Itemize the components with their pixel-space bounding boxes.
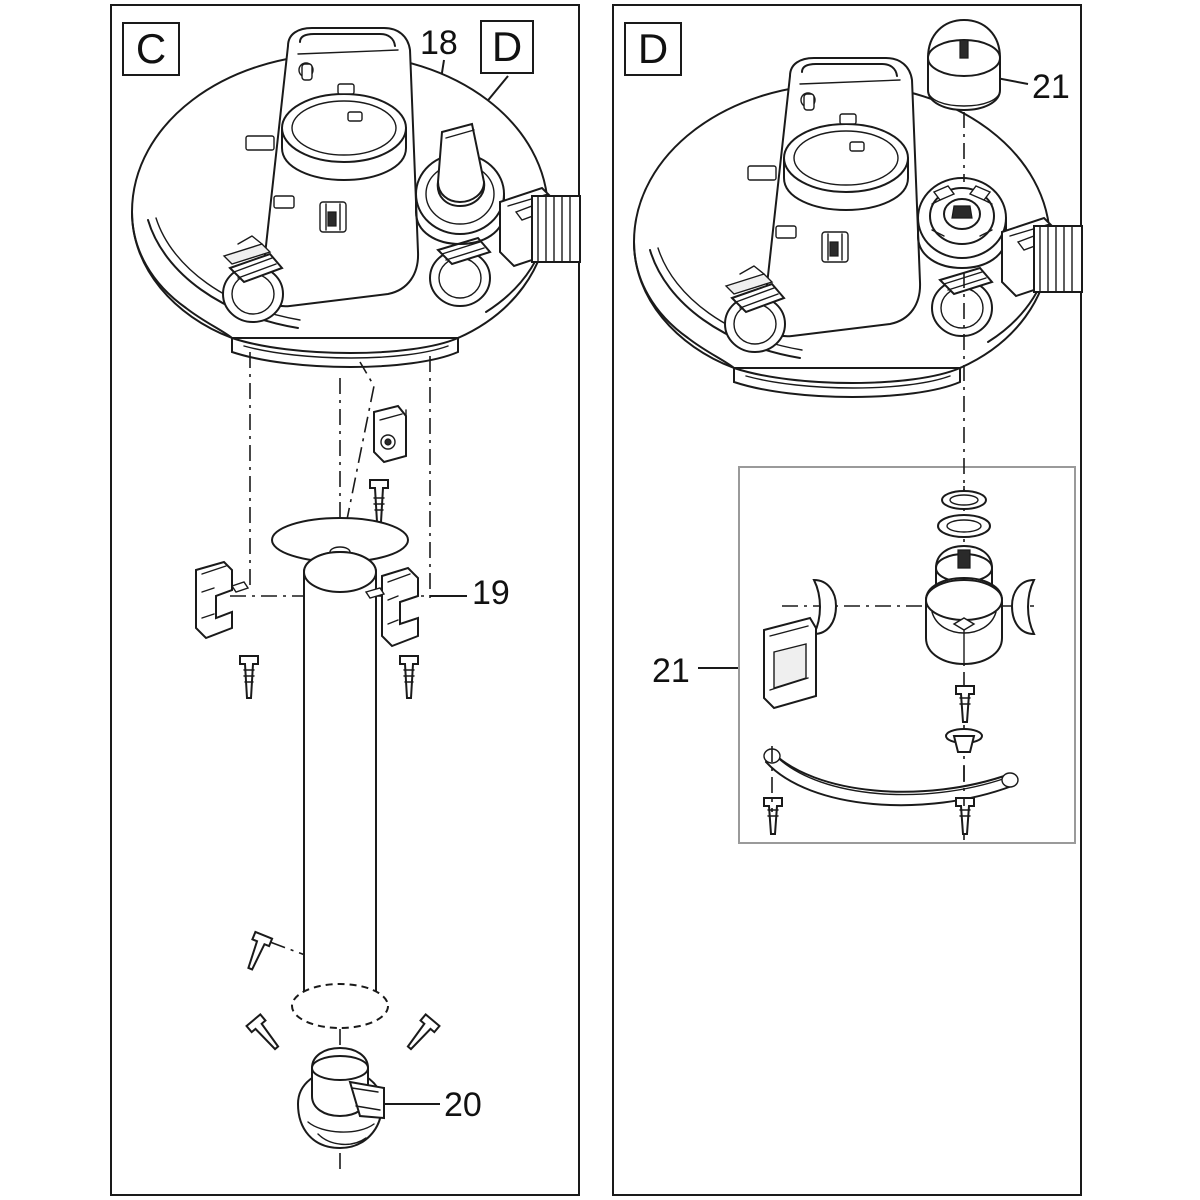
callout-21-top: 21 bbox=[1032, 68, 1070, 106]
screw-mid-left bbox=[240, 656, 258, 698]
kit-washer-nut bbox=[946, 729, 982, 752]
pump-head-housing-c bbox=[132, 24, 580, 367]
hatch-connector-d bbox=[1034, 226, 1082, 292]
screw-top-left bbox=[370, 480, 388, 522]
panel-d bbox=[612, 4, 1082, 1196]
callout-19: 19 bbox=[472, 574, 510, 612]
panel-d-artwork bbox=[614, 6, 1084, 1198]
kit-screw-left bbox=[764, 798, 782, 834]
screw-base-left bbox=[247, 1014, 284, 1053]
canister-top-bracket bbox=[374, 406, 406, 462]
panel-c bbox=[110, 4, 580, 1196]
callout-detail-d-ref: D bbox=[480, 20, 534, 74]
screw-mid-right bbox=[400, 656, 418, 698]
rotor-body bbox=[926, 546, 1002, 664]
vane-right bbox=[1012, 580, 1034, 634]
screw-base-right bbox=[403, 1014, 440, 1053]
impeller-rotor bbox=[298, 1048, 384, 1148]
panel-c-artwork bbox=[112, 6, 582, 1198]
callout-18: 18 bbox=[420, 24, 458, 62]
bow-spring-strap bbox=[764, 749, 1018, 805]
filter-canister bbox=[292, 552, 388, 1028]
o-ring-upper bbox=[942, 491, 986, 509]
hatch-connector-c bbox=[532, 196, 580, 262]
panel-d-tag: D bbox=[624, 22, 682, 76]
rotor-cap-knob-d bbox=[928, 20, 1000, 110]
kit-screw-upper bbox=[956, 686, 974, 722]
callout-21-detail: 21 bbox=[652, 652, 690, 690]
pump-head-housing-d bbox=[634, 58, 1082, 397]
screw-bottom-left bbox=[242, 932, 272, 972]
o-ring-lower bbox=[938, 515, 990, 537]
callout-20: 20 bbox=[444, 1086, 482, 1124]
kit-screw-right bbox=[956, 798, 974, 834]
cover-plate bbox=[764, 618, 816, 708]
panel-c-tag: C bbox=[122, 22, 180, 76]
mounting-bracket-left bbox=[196, 562, 248, 638]
vane-left bbox=[814, 580, 836, 634]
